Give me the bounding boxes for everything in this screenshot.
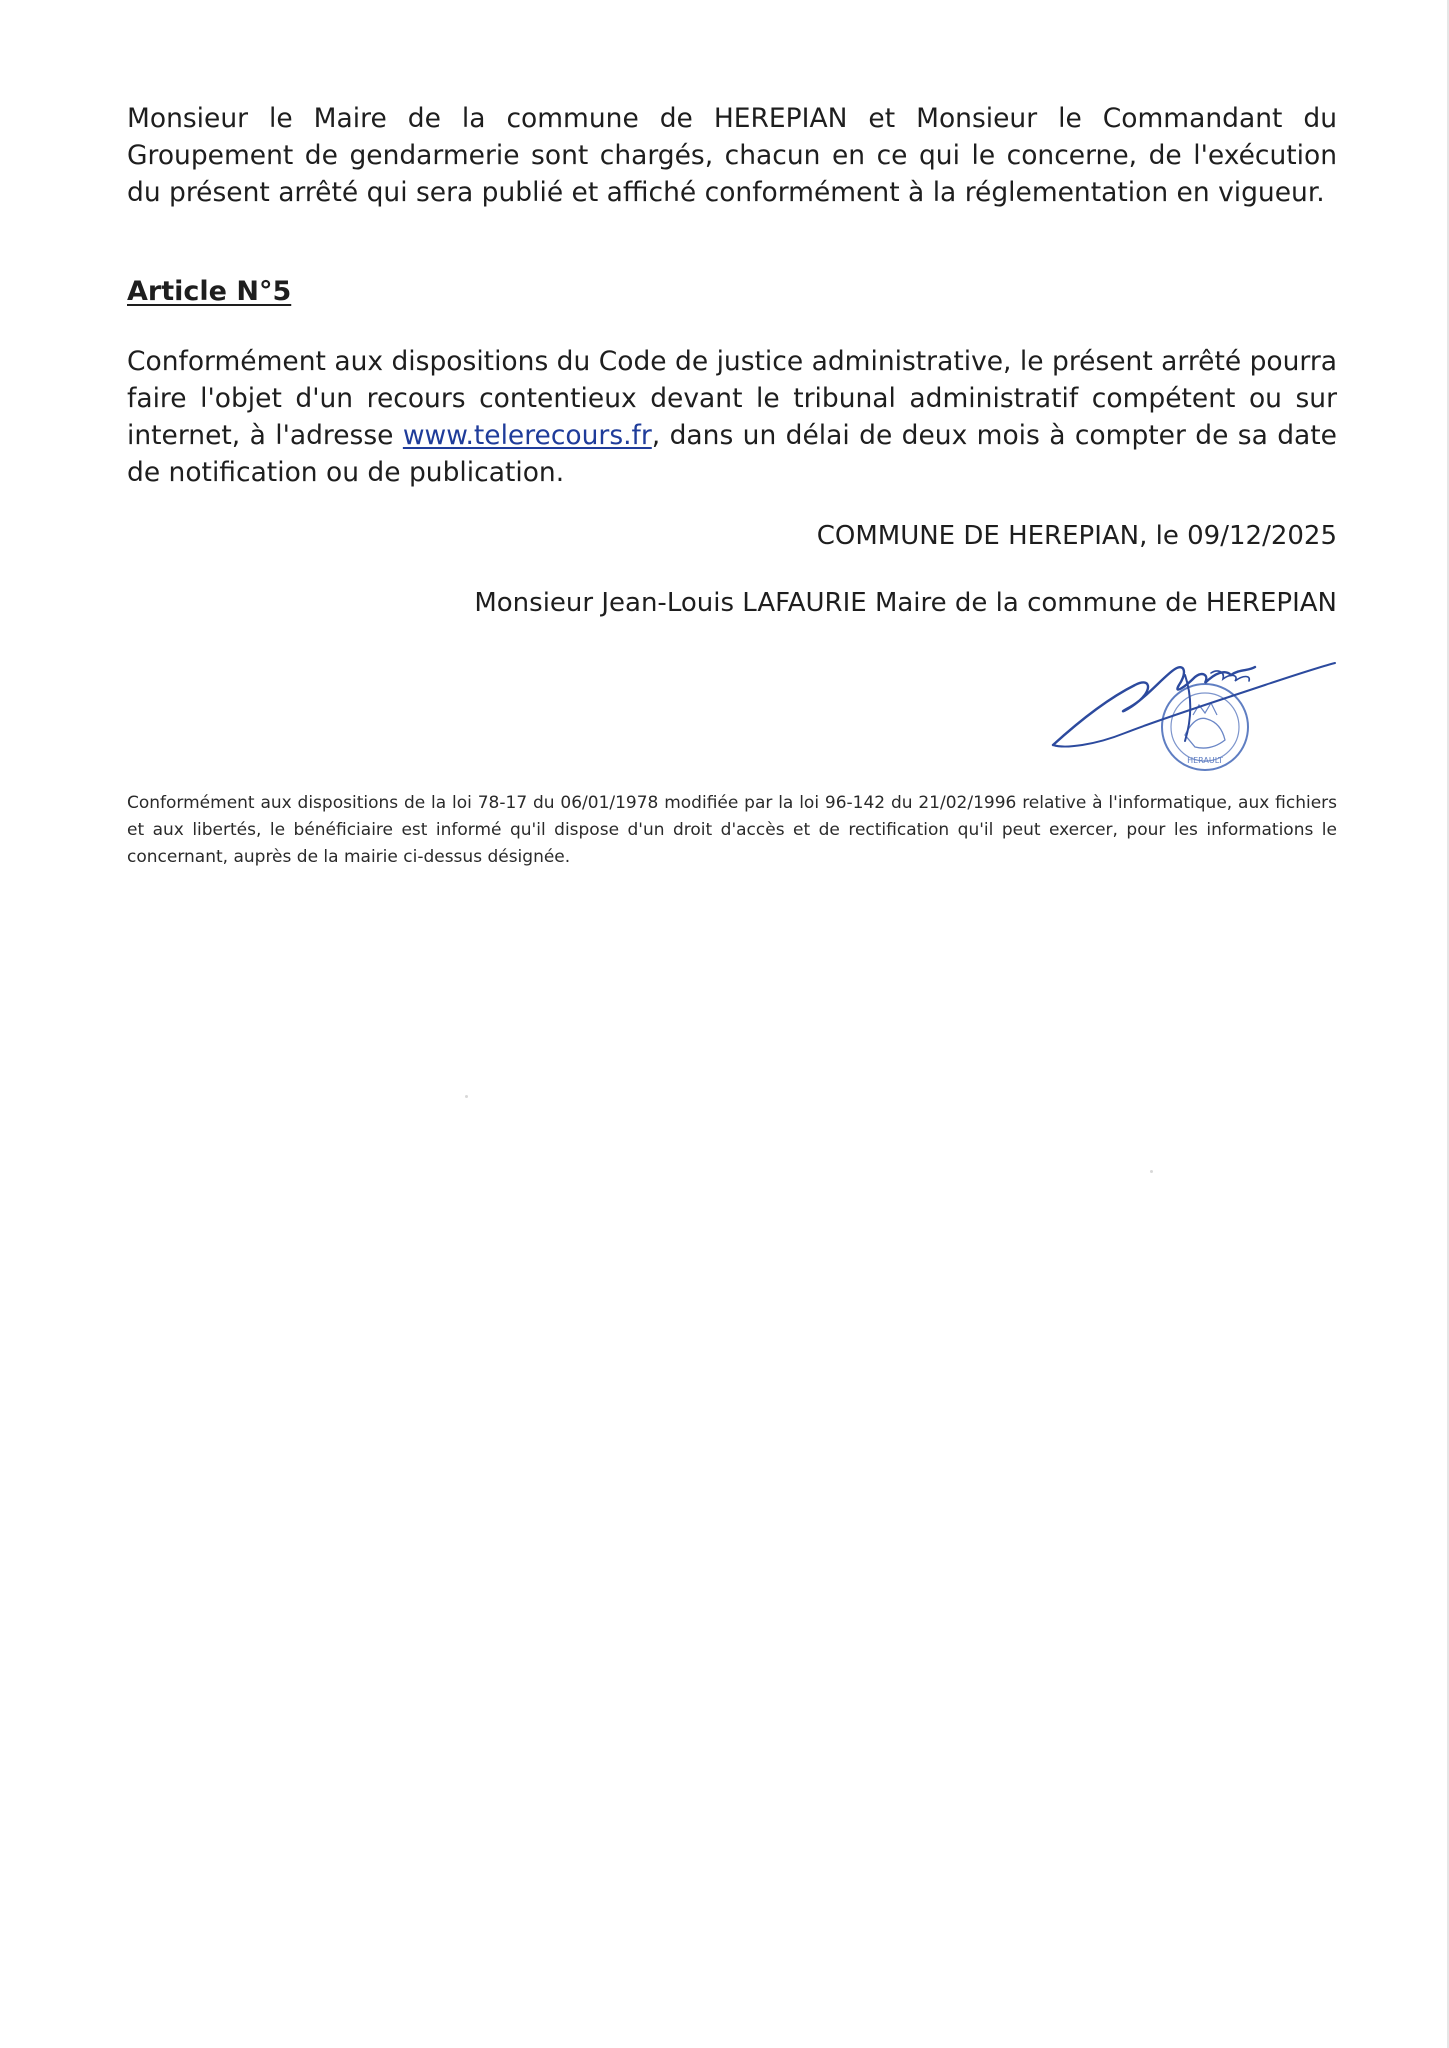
data-protection-notice: Conformément aux dispositions de la loi 78-17 du 06/01/1978 modifiée par la loi 96-142 du 21/02/1996 relative à l'informatique, aux fichiers et aux libertés, le bénéficiaire est informé qu'il dispose d'un droit d'accès et de rectification qu'il peut exercer, pour les informations le concernant, auprès de la mairie ci-dessus désignée. bbox=[127, 793, 1337, 867]
signature-and-stamp bbox=[1035, 645, 1355, 780]
appeal-paragraph bbox=[127, 343, 1337, 491]
article-heading: Article N°5 bbox=[127, 276, 292, 307]
mairie-stamp bbox=[1162, 684, 1248, 770]
telerecours-link[interactable]: www.telerecours.fr bbox=[402, 420, 652, 451]
signature-stamp-graphic bbox=[1035, 645, 1355, 780]
scan-speck bbox=[465, 1095, 468, 1098]
date-line: COMMUNE DE HEREPIAN, le 09/12/2025 bbox=[816, 521, 1337, 551]
scan-speck bbox=[1150, 1170, 1153, 1173]
signatory-line: Monsieur Jean-Louis LAFAURIE Maire de la commune de HEREPIAN bbox=[474, 588, 1337, 618]
appeal-text-end: , dans un délai de deux mois à compter de sa date de notification ou de publication. bbox=[127, 420, 1337, 488]
svg-text:HERAULT: HERAULT bbox=[1187, 756, 1223, 765]
handwritten-signature bbox=[1053, 663, 1335, 747]
execution-paragraph: Monsieur le Maire de la commune de HEREPIAN et Monsieur le Commandant du Groupement de gendarmerie sont chargés, chacun en ce qui le concerne, de l'exécution du présent arrêté qui sera publié et affiché conformément à la réglementation en vigueur. bbox=[127, 103, 1337, 208]
appeal-text-start: Conformément aux dispositions du Code de justice administrative, le présent arrêté pourra faire l'objet d'un recours contentieux devant le tribunal administratif compétent ou sur internet, à l'adresse bbox=[127, 346, 1337, 451]
